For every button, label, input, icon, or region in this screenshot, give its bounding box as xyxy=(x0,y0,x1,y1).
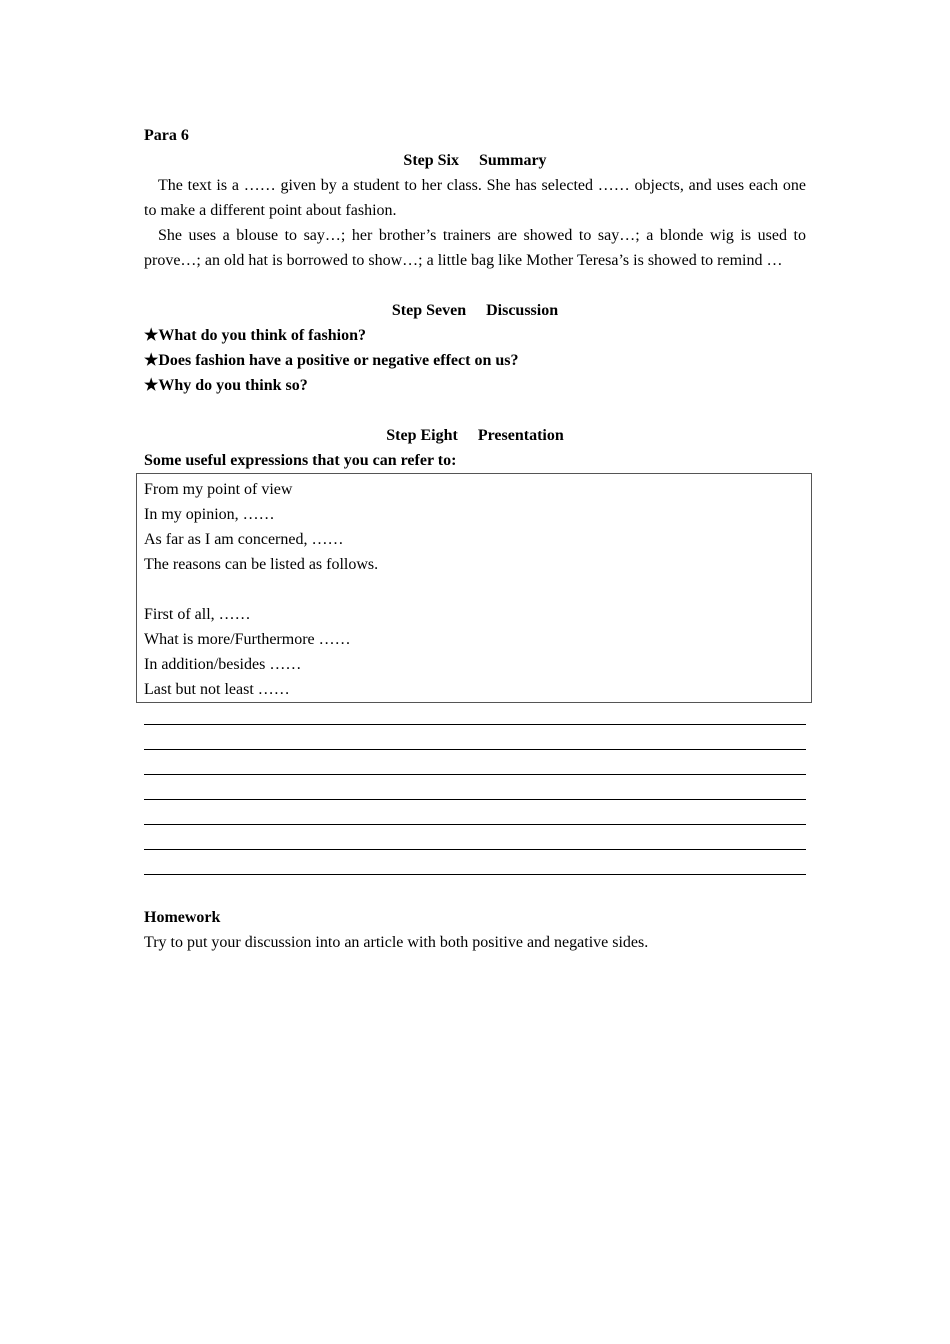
writing-line[interactable] xyxy=(144,850,806,875)
step-seven-heading xyxy=(144,298,806,323)
expression-item: Last but not least …… xyxy=(144,681,290,698)
spacer xyxy=(144,577,811,602)
summary-paragraph-1: The text is a …… given by a student to her class. She has selected …… objects, and uses each one to make a different point about fashion. xyxy=(144,177,806,219)
spacer xyxy=(144,273,806,298)
expression-item: In my opinion, …… xyxy=(144,506,275,523)
spacer xyxy=(144,875,806,905)
expression-item: What is more/Furthermore …… xyxy=(144,631,351,648)
step-eight-title: Step Eight xyxy=(386,427,458,444)
summary-paragraph-2: She uses a blouse to say…; her brother’s trainers are showed to say…; a blonde wig is used to prove…; an old hat is borrowed to show…; a little bag like Mother Teresa’s is showed to remind … xyxy=(144,227,806,269)
step-seven-subtitle: Discussion xyxy=(486,302,559,319)
writing-lines xyxy=(144,709,806,875)
discussion-question-2: ★Does fashion have a positive or negative effect on us? xyxy=(144,352,519,369)
step-eight-subtitle: Presentation xyxy=(477,427,564,444)
writing-line[interactable] xyxy=(144,750,806,775)
writing-line[interactable] xyxy=(144,775,806,800)
useful-expressions-box xyxy=(136,473,812,703)
homework-text: Try to put your discussion into an article with both positive and negative sides. xyxy=(144,934,649,951)
expression-item: First of all, …… xyxy=(144,606,251,623)
para-label: Para 6 xyxy=(144,127,189,144)
writing-line[interactable] xyxy=(144,725,806,750)
worksheet-page xyxy=(144,123,806,955)
writing-line[interactable] xyxy=(144,709,806,725)
writing-line[interactable] xyxy=(144,800,806,825)
step-six-heading xyxy=(144,148,806,173)
step-six-subtitle: Summary xyxy=(479,152,547,169)
step-seven-title: Step Seven xyxy=(391,302,467,319)
expression-item: From my point of view xyxy=(144,481,293,498)
discussion-question-3: ★Why do you think so? xyxy=(144,377,308,394)
writing-line[interactable] xyxy=(144,825,806,850)
discussion-question-1: ★What do you think of fashion? xyxy=(144,327,366,344)
homework-title: Homework xyxy=(144,909,221,926)
step-eight-heading xyxy=(144,423,806,448)
expression-item: As far as I am concerned, …… xyxy=(144,531,344,548)
step-six-title: Step Six xyxy=(403,152,459,169)
expression-item: In addition/besides …… xyxy=(144,656,302,673)
expression-item: The reasons can be listed as follows. xyxy=(144,556,379,573)
spacer xyxy=(144,398,806,423)
expressions-intro: Some useful expressions that you can refer to: xyxy=(144,452,457,469)
